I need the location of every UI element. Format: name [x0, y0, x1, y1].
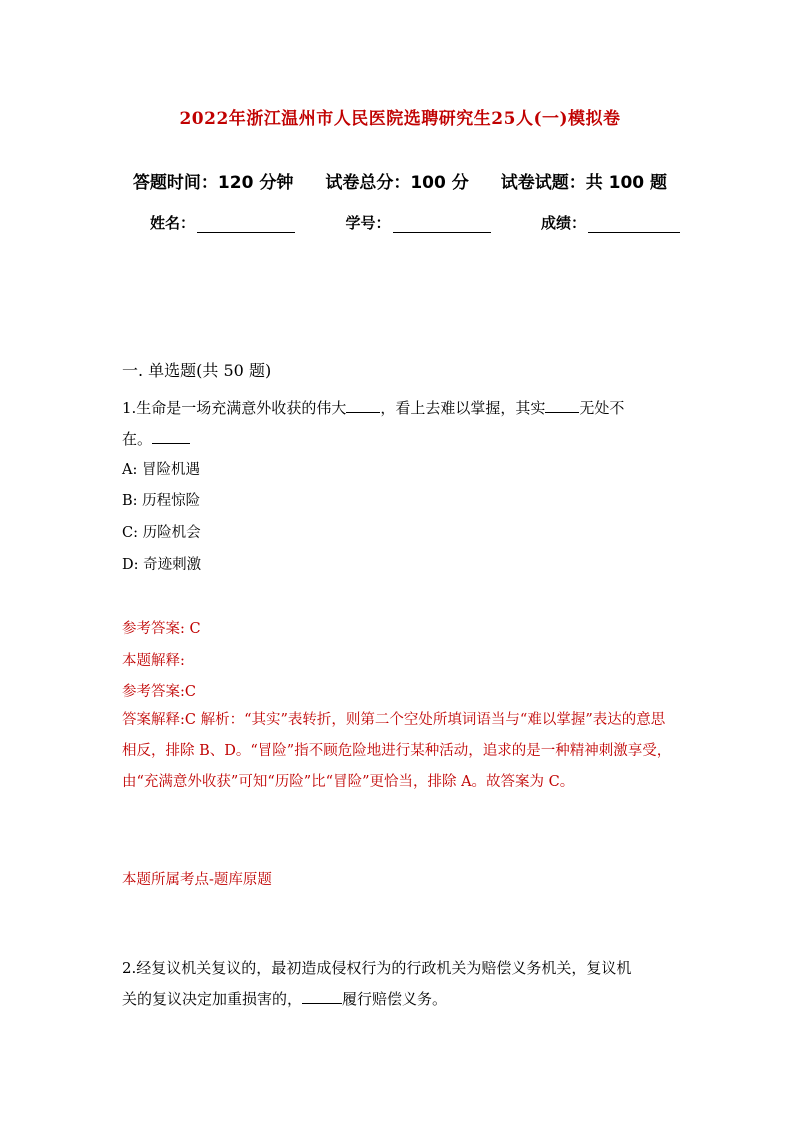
- q1-text-d: 在。: [122, 430, 153, 448]
- q1-blank-2: [545, 398, 579, 413]
- q2-blank: [302, 989, 342, 1004]
- q1-text-a: 1.生命是一场充满意外收获的伟大: [122, 399, 347, 417]
- question-2: [122, 953, 682, 1015]
- answer-explanation: 答案解释:C 解析：“其实”表转折，则第二个空处所填词语当与“难以掌握”表达的意思相反，排除 B、D。“冒险”指不顾危险地进行某种活动，追求的是一种精神刺激享受，由“充满意外收获”可知“历险”比“冒险”更恰当，排除 A。故答案为 C。: [122, 712, 672, 790]
- name-field: [150, 212, 295, 233]
- question-2-line-1: 2.经复议机关复议的，最初造成侵权行为的行政机关为赔偿义务机关，复议机: [122, 959, 632, 977]
- option-c: C: 历险机会: [122, 525, 201, 541]
- q1-text-b: ，看上去难以掌握，其实: [380, 399, 546, 417]
- name-blank: [197, 218, 295, 233]
- section-title: 一. 单选题(共 50 题): [122, 361, 272, 380]
- q1-blank-1: [346, 398, 380, 413]
- score-field: [541, 212, 680, 233]
- q2-text-b: 履行赔偿义务。: [342, 990, 448, 1008]
- q2-text-a: 关的复议决定加重损害的，: [122, 990, 303, 1008]
- question-1: [122, 393, 667, 455]
- topic-label: 本题所属考点-题库原题: [122, 872, 272, 888]
- question-2-line-2: [122, 984, 682, 1015]
- option-d: D: 奇迹刺激: [122, 557, 202, 573]
- reference-answer: 参考答案: C: [122, 621, 201, 637]
- q1-answer-blank: [152, 429, 190, 444]
- exam-time: 答题时间：120 分钟: [132, 173, 294, 193]
- id-blank: [393, 218, 491, 233]
- explanation-title: 本题解释:: [122, 653, 185, 669]
- score-blank: [588, 218, 680, 233]
- question-1-line-1: [122, 393, 667, 424]
- name-label: 姓名：: [150, 214, 196, 232]
- exam-meta: [0, 168, 800, 193]
- option-b: B: 历程惊险: [122, 493, 201, 509]
- exam-total-score: 试卷总分：100 分: [325, 173, 469, 193]
- score-label: 成绩：: [540, 214, 586, 232]
- exam-question-count: 试卷试题：共 100 题: [500, 173, 668, 193]
- id-label: 学号：: [345, 214, 391, 232]
- option-a: A: 冒险机遇: [122, 462, 200, 478]
- id-field: [345, 212, 490, 233]
- question-1-line-2: [122, 424, 667, 455]
- student-info: [150, 212, 680, 233]
- reference-answer-2: 参考答案:C: [122, 684, 196, 700]
- exam-title: 2022年浙江温州市人民医院选聘研究生25人(一)模拟卷: [179, 109, 621, 129]
- q1-text-c: 无处不: [579, 399, 625, 417]
